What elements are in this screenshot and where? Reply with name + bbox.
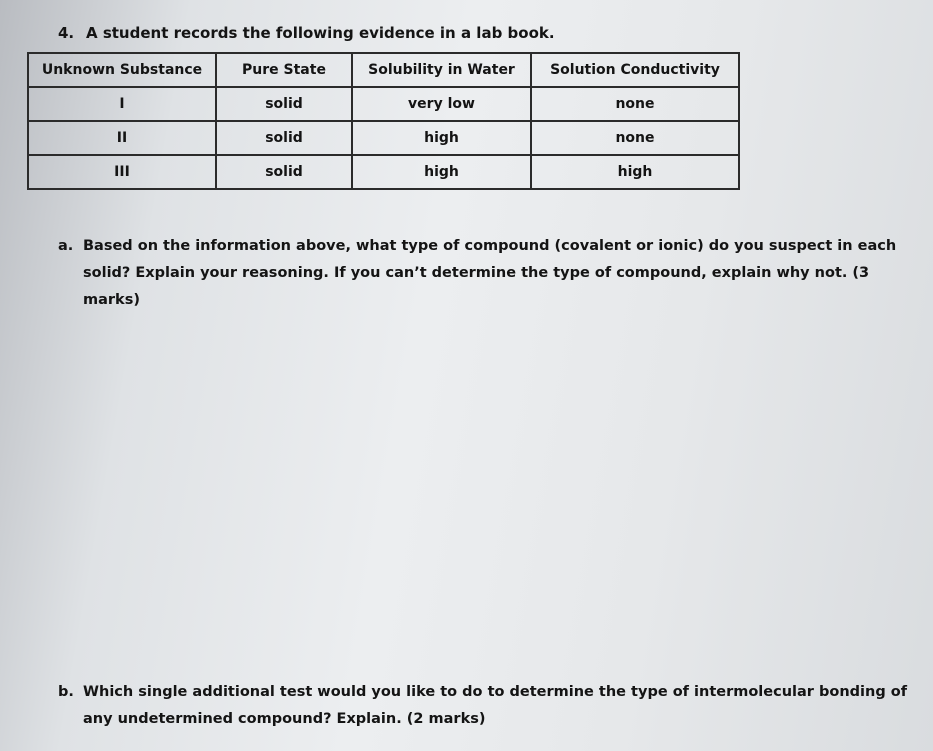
- cell-solubility: high: [352, 121, 531, 155]
- part-a-text: [83, 233, 923, 314]
- table-header-row: [28, 53, 739, 87]
- cell-conductivity: none: [531, 87, 739, 121]
- cell-solubility: high: [352, 155, 531, 189]
- table-row: [28, 87, 739, 121]
- part-a-emphasis-suspect: suspect: [768, 238, 833, 254]
- cell-state: solid: [216, 155, 352, 189]
- question-heading: [58, 24, 555, 42]
- part-a-text-3: in each solid? Explain your reasoning. If you can’t determine the type of compound, explain why not. (3 marks): [83, 238, 897, 308]
- table-row: [28, 155, 739, 189]
- part-b-text-2: additional test would you like to do to determine the type of intermolecular bonding of any undetermined compound? Explain. (2 marks): [83, 684, 908, 727]
- cell-solubility: very low: [352, 87, 531, 121]
- cell-substance: I: [28, 87, 216, 121]
- header-pure-state: Pure State: [216, 53, 352, 87]
- part-a-letter: a.: [58, 238, 74, 254]
- header-conductivity: Solution Conductivity: [531, 53, 739, 87]
- header-solubility: Solubility in Water: [352, 53, 531, 87]
- part-b-text: [83, 679, 928, 733]
- question-part-a: [58, 233, 923, 314]
- question-text: A student records the following evidence in a lab book.: [86, 24, 555, 42]
- table-row: [28, 121, 739, 155]
- part-a-emphasis-type: type: [401, 238, 439, 254]
- part-b-letter: b.: [58, 684, 74, 700]
- cell-conductivity: high: [531, 155, 739, 189]
- cell-substance: II: [28, 121, 216, 155]
- question-part-b: [58, 679, 928, 733]
- question-number: 4.: [58, 24, 75, 42]
- cell-state: solid: [216, 121, 352, 155]
- part-a-text-2: of compound (covalent or ionic) do you: [438, 238, 769, 254]
- cell-conductivity: none: [531, 121, 739, 155]
- part-a-text-1: Based on the information above, what: [83, 238, 402, 254]
- part-b-emphasis-single: single: [138, 684, 188, 700]
- part-b-text-1: Which: [83, 684, 139, 700]
- header-unknown-substance: Unknown Substance: [28, 53, 216, 87]
- evidence-table: [27, 52, 740, 190]
- cell-substance: III: [28, 155, 216, 189]
- cell-state: solid: [216, 87, 352, 121]
